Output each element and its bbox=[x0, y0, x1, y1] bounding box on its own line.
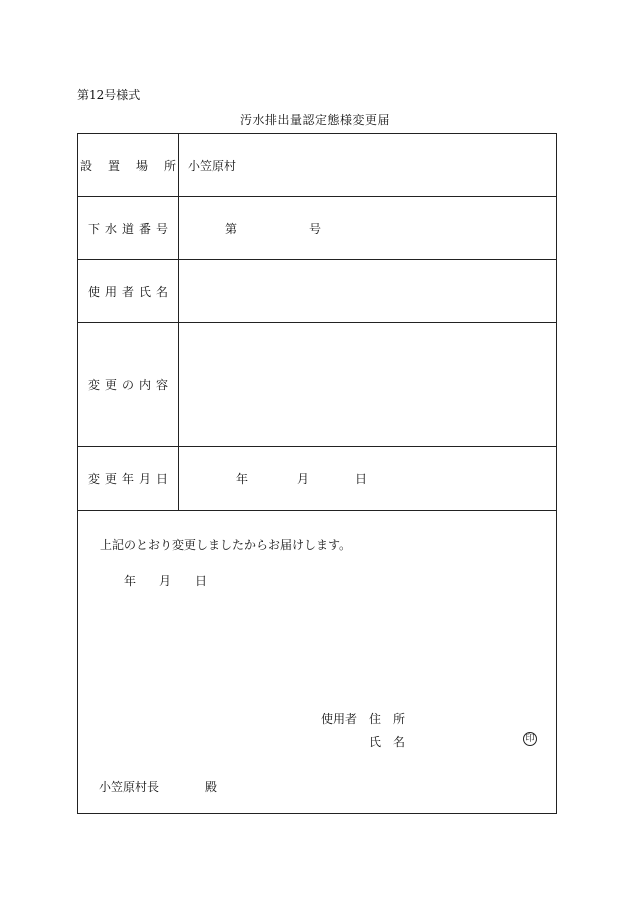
declaration-text: 上記のとおり変更しましたからお届けします。 bbox=[100, 538, 352, 552]
label-cell bbox=[78, 134, 192, 196]
declaration-month: 月 bbox=[159, 574, 172, 588]
installation-location-value: 小笠原村 bbox=[188, 158, 237, 173]
honorific: 殿 bbox=[205, 780, 218, 794]
row-sewer-number bbox=[78, 197, 556, 260]
form-title: 汚水排出量認定態様変更届 bbox=[239, 113, 390, 127]
row-user-name bbox=[78, 260, 556, 323]
declaration-day: 日 bbox=[195, 574, 208, 588]
value-cell bbox=[179, 197, 556, 259]
value-cell bbox=[179, 323, 556, 446]
user-name-label: 使用者氏名 bbox=[87, 284, 173, 299]
seal-icon: 印 bbox=[523, 732, 537, 746]
change-date-month: 月 bbox=[297, 472, 310, 486]
change-content-label: 変更の内容 bbox=[87, 378, 173, 392]
change-date-year: 年 bbox=[236, 472, 249, 486]
change-date-day: 日 bbox=[355, 472, 368, 486]
sewer-number-suffix: 号 bbox=[309, 221, 322, 236]
address-label: 住 所 bbox=[369, 712, 406, 726]
label-cell bbox=[78, 447, 179, 510]
row-installation-location bbox=[78, 134, 556, 197]
value-cell bbox=[179, 260, 556, 322]
label-cell bbox=[78, 197, 179, 259]
name-label: 氏 名 bbox=[369, 735, 406, 749]
declaration-year: 年 bbox=[124, 574, 137, 588]
form-number: 第12号様式 bbox=[77, 88, 141, 102]
value-cell bbox=[179, 447, 556, 510]
sewer-number-label: 下水道番号 bbox=[87, 221, 173, 236]
row-change-content bbox=[78, 323, 556, 447]
label-cell bbox=[78, 323, 179, 446]
user-label: 使用者 bbox=[321, 712, 358, 726]
form-table bbox=[77, 133, 557, 814]
label-cell bbox=[78, 260, 179, 322]
recipient: 小笠原村長 bbox=[99, 780, 160, 794]
declaration-section bbox=[78, 511, 556, 813]
installation-location-label: 設置場所 bbox=[79, 158, 192, 173]
change-date-label: 変更年月日 bbox=[87, 472, 173, 486]
value-cell bbox=[179, 134, 556, 196]
sewer-number-prefix: 第 bbox=[225, 221, 238, 236]
row-change-date bbox=[78, 447, 556, 511]
